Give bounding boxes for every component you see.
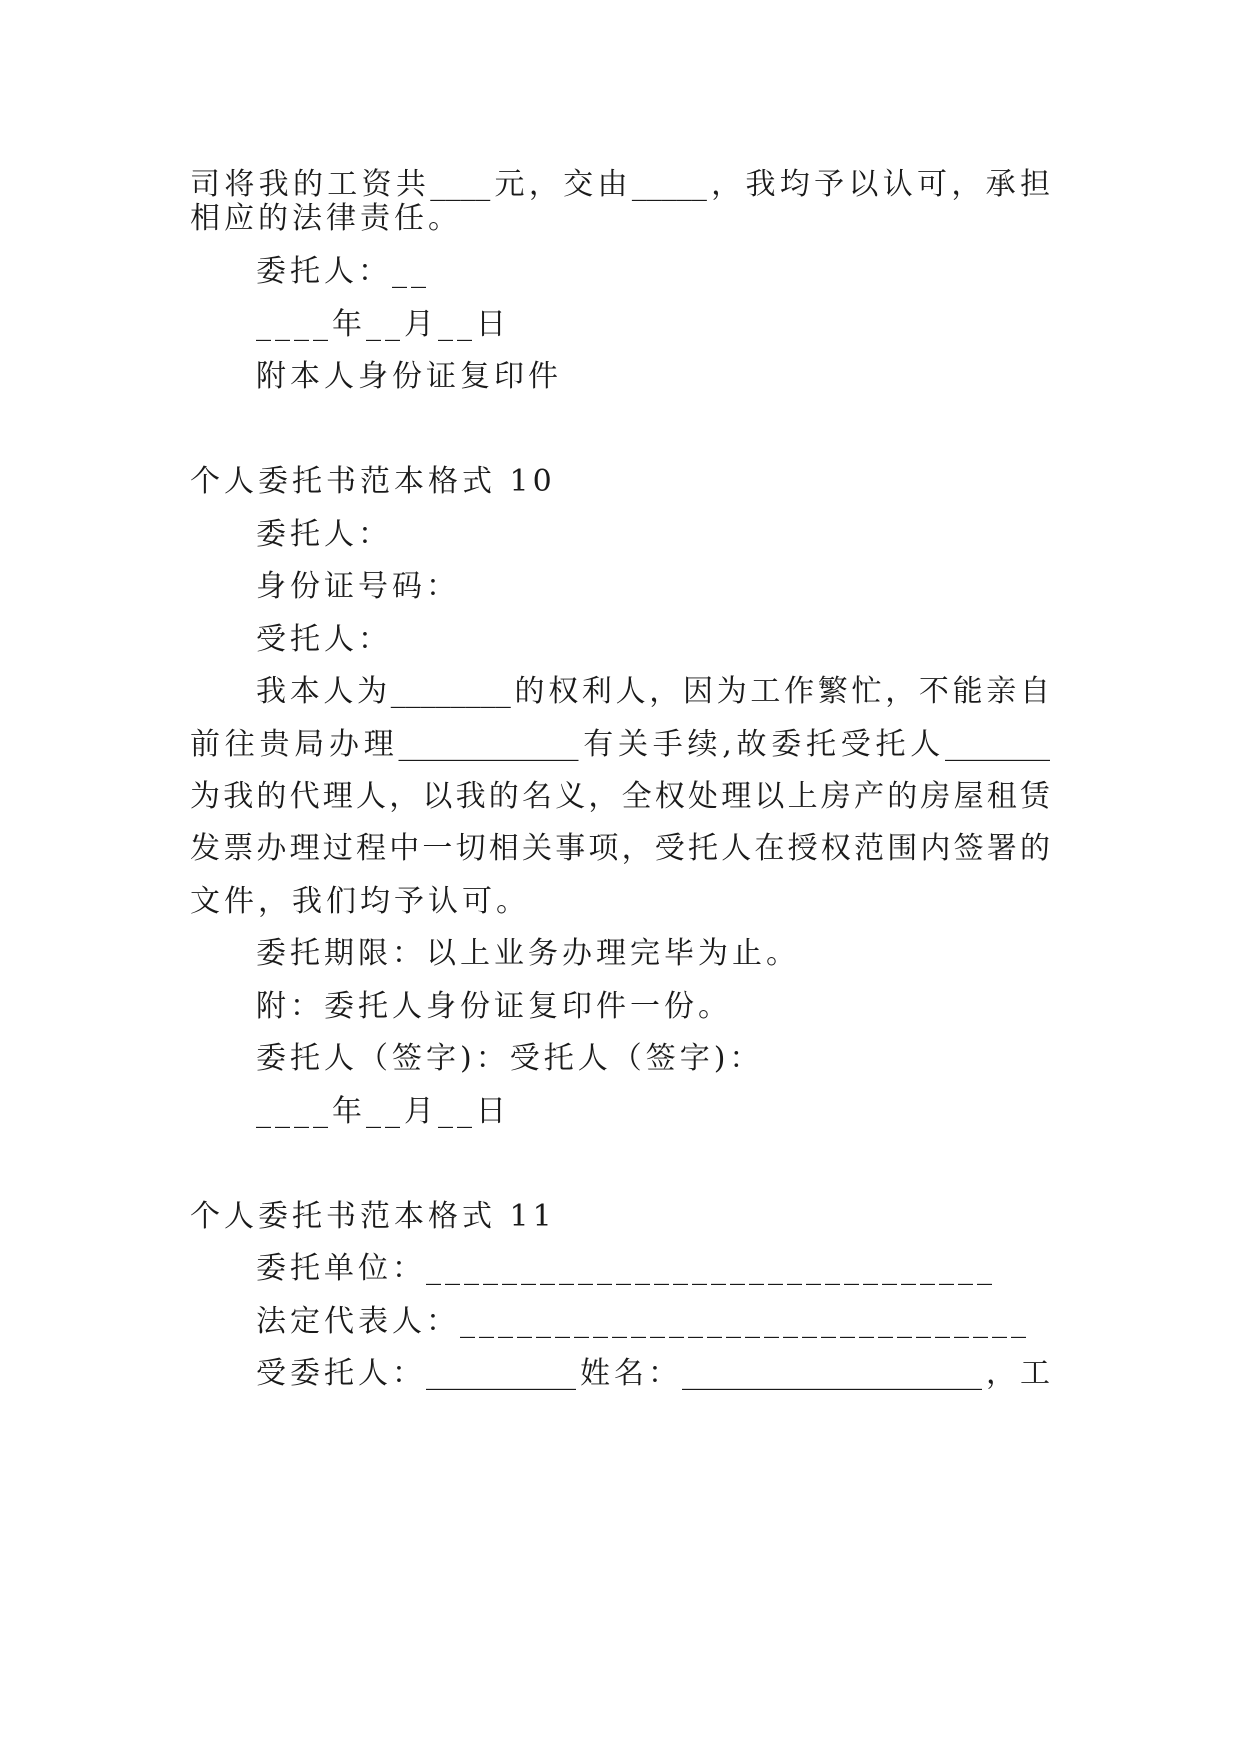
signature-label: 委托人：__ <box>256 254 430 289</box>
signature-label: 委托人（签字)：受托人（签字)： <box>256 1041 764 1076</box>
field-label: 受托人： <box>256 622 392 657</box>
field-label: 受委托人：__________姓名：____________________，工 <box>256 1356 1050 1391</box>
term-line: 委托期限：以上业务办理完毕为止。 <box>256 936 800 971</box>
paragraph-line: 发票办理过程中一切相关事项，受托人在授权范围内签署的 <box>190 831 1050 866</box>
paragraph-line: 前往贵局办理____________有关手续,故委托受托人_______ <box>190 727 1050 762</box>
attachment-note: 附本人身份证复印件 <box>256 359 562 394</box>
date-line: ____年__月__日 <box>256 1094 510 1129</box>
field-label: 身份证号码： <box>256 569 460 604</box>
field-label: 法定代表人：______________________________ <box>256 1304 1030 1339</box>
date-line: ____年__月__日 <box>256 307 510 342</box>
paragraph-line: 司将我的工资共____元，交由_____，我均予以认可，承担 <box>190 167 1050 202</box>
paragraph-line: 相应的法律责任。 <box>190 201 462 236</box>
field-label: 委托人： <box>256 517 392 552</box>
field-label: 委托单位：______________________________ <box>256 1251 996 1286</box>
attachment-note: 附：委托人身份证复印件一份。 <box>256 989 732 1024</box>
paragraph-line: 文件，我们均予认可。 <box>190 884 530 919</box>
paragraph-line: 为我的代理人，以我的名义，全权处理以上房产的房屋租赁 <box>190 779 1050 814</box>
section-heading: 个人委托书范本格式 10 <box>190 464 556 499</box>
paragraph-line: 我本人为________的权利人，因为工作繁忙，不能亲自 <box>256 674 1050 709</box>
section-heading: 个人委托书范本格式 11 <box>190 1199 556 1234</box>
